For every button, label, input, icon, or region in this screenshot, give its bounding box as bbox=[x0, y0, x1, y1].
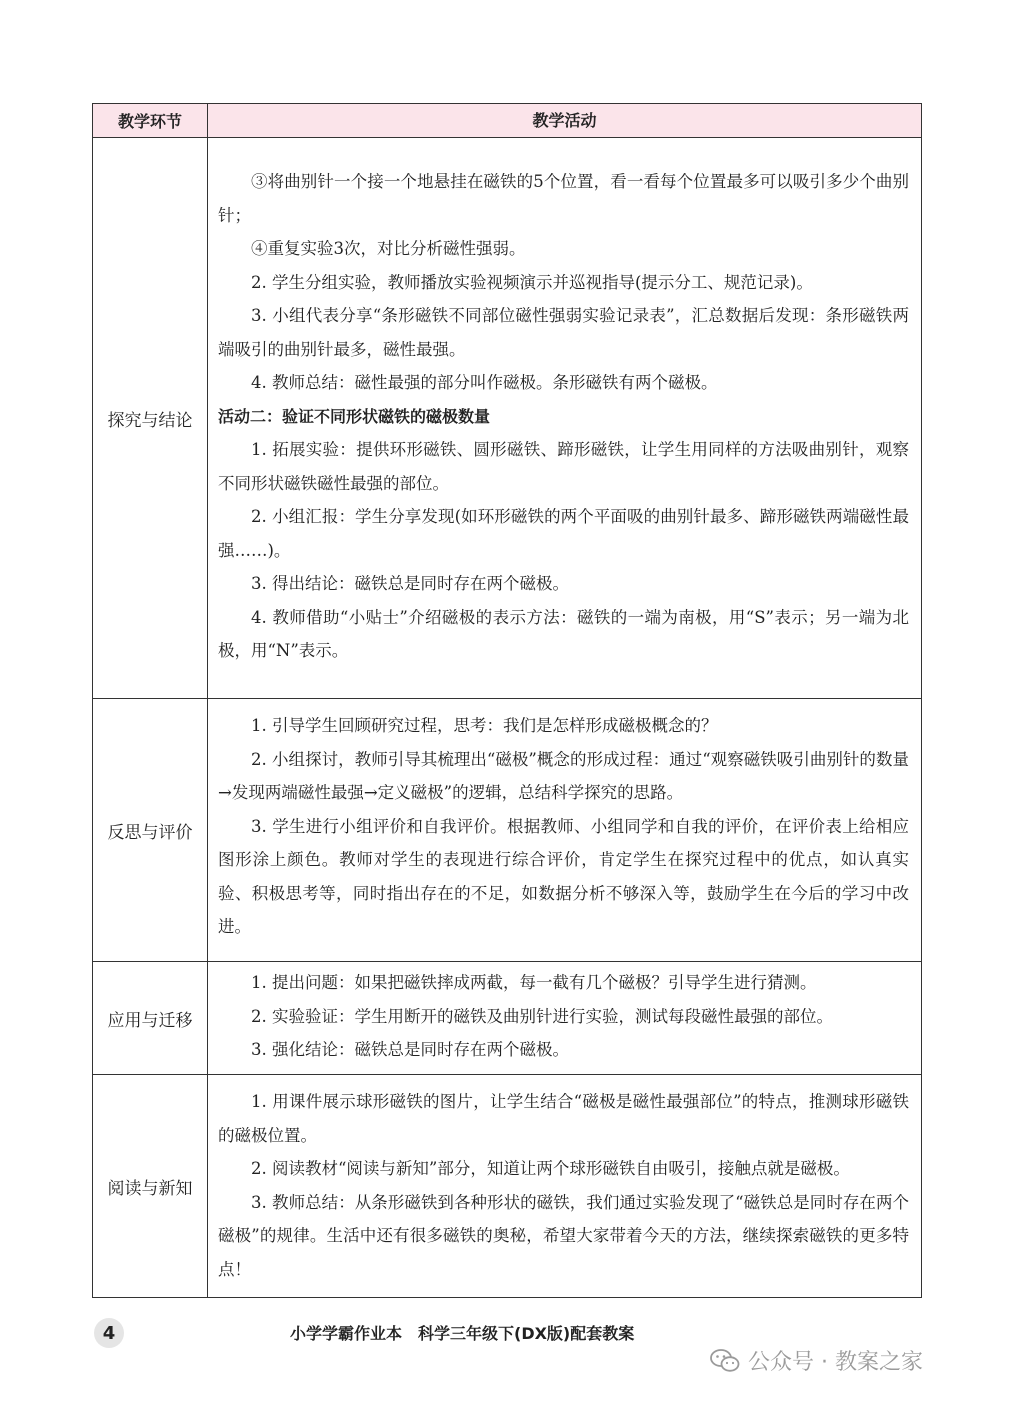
stage-label: 阅读与新知 bbox=[93, 1075, 208, 1297]
header-stage: 教学环节 bbox=[93, 104, 208, 137]
activity-paragraph: 2. 小组汇报：学生分享发现(如环形磁铁的两个平面吸的曲别针最多、蹄形磁铁两端磁性最强……)。 bbox=[218, 507, 909, 560]
activity-paragraph: 4. 教师总结：磁性最强的部分叫作磁极。条形磁铁有两个磁极。 bbox=[251, 373, 718, 392]
activity-paragraph: ③将曲别针一个接一个地悬挂在磁铁的5个位置，看一看每个位置最多可以吸引多少个曲别针； bbox=[218, 172, 909, 225]
stage-label: 探究与结论 bbox=[93, 138, 208, 698]
activity-paragraph: 1. 用课件展示球形磁铁的图片，让学生结合“磁极是磁性最强部位”的特点，推测球形磁铁的磁极位置。 bbox=[218, 1092, 909, 1145]
activity-paragraph: 1. 引导学生回顾研究过程，思考：我们是怎样形成磁极概念的？ bbox=[251, 716, 718, 735]
activity-cell bbox=[208, 1075, 921, 1297]
activity-paragraph: ④重复实验3次，对比分析磁性强弱。 bbox=[251, 239, 526, 258]
activity-paragraph: 2. 学生分组实验，教师播放实验视频演示并巡视指导(提示分工、规范记录)。 bbox=[251, 272, 813, 292]
page-number: 4 bbox=[94, 1318, 124, 1348]
activity-paragraph: 3. 教师总结：从条形磁铁到各种形状的磁铁，我们通过实验发现了“磁铁总是同时存在两个磁极”的规律。生活中还有很多磁铁的奥秘，希望大家带着今天的方法，继续探索磁铁的更多特点！ bbox=[218, 1192, 909, 1279]
footer-title: 小学学霸作业本 科学三年级下(DX版)配套教案 bbox=[290, 1324, 635, 1343]
activity-paragraph: 1. 拓展实验：提供环形磁铁、圆形磁铁、蹄形磁铁，让学生用同样的方法吸曲别针，观察不同形状磁铁磁性最强的部位。 bbox=[218, 440, 909, 493]
table-row bbox=[93, 1075, 921, 1297]
table-row bbox=[93, 138, 921, 699]
activity-paragraph: 2. 阅读教材“阅读与新知”部分，知道让两个球形磁铁自由吸引，接触点就是磁极。 bbox=[251, 1159, 850, 1178]
activity-paragraph: 3. 学生进行小组评价和自我评价。根据教师、小组同学和自我的评价，在评价表上给相应图形涂上颜色。教师对学生的表现进行综合评价，肯定学生在探究过程中的优点，如认真实验、积极思考等，同时指出存在的不足，如数据分析不够深入等，鼓励学生在今后的学习中改进。 bbox=[218, 816, 909, 936]
lesson-plan-table bbox=[92, 103, 922, 1298]
activity-subheading: 活动二：验证不同形状磁铁的磁极数量 bbox=[218, 406, 491, 426]
activity-paragraph: 3. 强化结论：磁铁总是同时存在两个磁极。 bbox=[251, 1040, 569, 1059]
activity-paragraph: 4. 教师借助“小贴士”介绍磁极的表示方法：磁铁的一端为南极，用“S”表示；另一端为北极，用“N”表示。 bbox=[218, 607, 909, 660]
stage-label: 反思与评价 bbox=[93, 699, 208, 961]
table-header bbox=[93, 104, 921, 138]
wechat-icon bbox=[710, 1348, 740, 1374]
activity-cell bbox=[208, 138, 921, 698]
table-row bbox=[93, 699, 921, 962]
activity-paragraph: 3. 小组代表分享“条形磁铁不同部位磁性强弱实验记录表”，汇总数据后发现：条形磁铁两端吸引的曲别针最多，磁性最强。 bbox=[218, 306, 909, 359]
stage-label: 应用与迁移 bbox=[93, 962, 208, 1074]
watermark bbox=[710, 1345, 923, 1376]
activity-paragraph: 2. 小组探讨，教师引导其梳理出“磁极”概念的形成过程：通过“观察磁铁吸引曲别针的数量→发现两端磁性最强→定义磁极”的逻辑，总结科学探究的思路。 bbox=[218, 749, 909, 802]
activity-paragraph: 1. 提出问题：如果把磁铁摔成两截，每一截有几个磁极？引导学生进行猜测。 bbox=[251, 973, 817, 992]
activity-paragraph: 2. 实验验证：学生用断开的磁铁及曲别针进行实验，测试每段磁性最强的部位。 bbox=[251, 1006, 833, 1026]
activity-cell bbox=[208, 962, 921, 1074]
activity-cell bbox=[208, 699, 921, 961]
table-row bbox=[93, 962, 921, 1075]
activity-paragraph: 3. 得出结论：磁铁总是同时存在两个磁极。 bbox=[251, 574, 569, 593]
watermark-text: 公众号 · 教案之家 bbox=[748, 1350, 923, 1375]
header-activity: 教学活动 bbox=[532, 110, 597, 130]
